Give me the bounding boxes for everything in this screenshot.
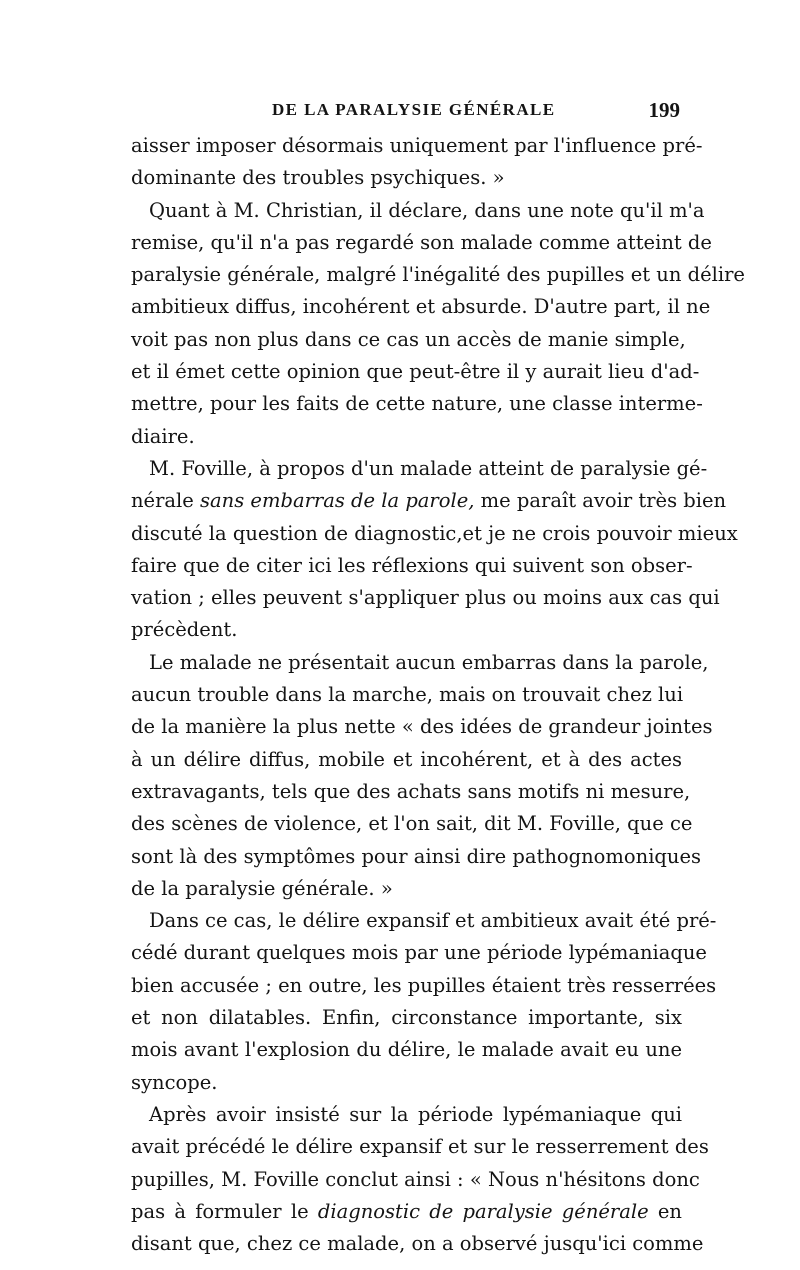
text-line: bien accusée ; en outre, les pupilles étaient très resserrées	[131, 973, 717, 997]
text-span: pas à formuler le	[131, 1199, 318, 1223]
text-line: cédé durant quelques mois par une période lypémaniaque	[131, 941, 707, 965]
text-line: sont là des symptômes pour ainsi dire pathognomoniques	[131, 844, 702, 868]
page-number: 199	[648, 98, 680, 122]
text-line: discuté la question de diagnostic,et je ne crois pouvoir mieux	[131, 521, 738, 545]
running-head	[130, 98, 680, 126]
italic-phrase: sans embarras de la parole,	[200, 489, 475, 513]
running-title: DE LA PARALYSIE GÉNÉRALE	[272, 100, 556, 119]
text-span: nérale	[131, 489, 201, 513]
text-line: mois avant l'explosion du délire, le malade avait eu une	[131, 1038, 682, 1062]
text-line: pupilles, M. Foville conclut ainsi : « Nous n'hésitons donc	[131, 1167, 700, 1191]
text-span: en	[648, 1199, 682, 1223]
text-line: disant que, chez ce malade, on a observé jusqu'ici comme	[131, 1232, 704, 1256]
text-line: paralysie générale, malgré l'inégalité des pupilles et un délire	[131, 263, 745, 287]
text-line: faire que de citer ici les réflexions qui suivent son obser-	[131, 553, 693, 577]
text-line: syncope.	[131, 1070, 218, 1094]
text-line: Quant à M. Christian, il déclare, dans une note qu'il m'a	[149, 198, 705, 222]
text-line: vation ; elles peuvent s'appliquer plus ou moins aux cas qui	[131, 586, 720, 610]
text-line: voit pas non plus dans ce cas un accès de manie simple,	[131, 327, 686, 351]
text-line-mixed	[131, 485, 727, 517]
text-line: remise, qu'il n'a pas regardé son malade comme atteint de	[131, 230, 712, 254]
text-line: extravagants, tels que des achats sans motifs ni mesure,	[131, 779, 691, 803]
body-text	[131, 130, 745, 1260]
text-line: Le malade ne présentait aucun embarras dans la parole,	[149, 650, 709, 674]
text-line: dominante des troubles psychiques. »	[131, 166, 505, 190]
text-line: avait précédé le délire expansif et sur le resserrement des	[131, 1135, 709, 1159]
text-span: me paraît avoir très bien	[474, 489, 727, 513]
text-line-mixed	[131, 1196, 682, 1228]
text-line: aucun trouble dans la marche, mais on trouvait chez lui	[131, 683, 684, 707]
text-line: Dans ce cas, le délire expansif et ambitieux avait été pré-	[149, 909, 717, 933]
text-line: et non dilatables. Enfin, circonstance importante, six	[131, 1006, 682, 1030]
text-line: diaire.	[131, 424, 195, 448]
text-line: de la manière la plus nette « des idées de grandeur jointes	[131, 715, 713, 739]
text-line: Après avoir insisté sur la période lypémaniaque qui	[149, 1102, 682, 1126]
text-line: et il émet cette opinion que peut-être il y aurait lieu d'ad-	[131, 360, 700, 384]
text-line: précèdent.	[131, 618, 238, 642]
text-line: des scènes de violence, et l'on sait, dit M. Foville, que ce	[131, 812, 693, 836]
text-line: aisser imposer désormais uniquement par l'influence pré-	[131, 134, 703, 157]
text-line: à un délire diffus, mobile et incohérent, et à des actes	[131, 747, 682, 771]
text-line: mettre, pour les faits de cette nature, une classe interme-	[131, 392, 703, 416]
text-line: de la paralysie générale. »	[131, 876, 393, 900]
text-line: ambitieux diffus, incohérent et absurde. D'autre part, il ne	[131, 295, 711, 319]
italic-phrase: diagnostic de paralysie générale	[317, 1199, 649, 1223]
text-line: M. Foville, à propos d'un malade atteint de paralysie gé-	[149, 456, 708, 480]
